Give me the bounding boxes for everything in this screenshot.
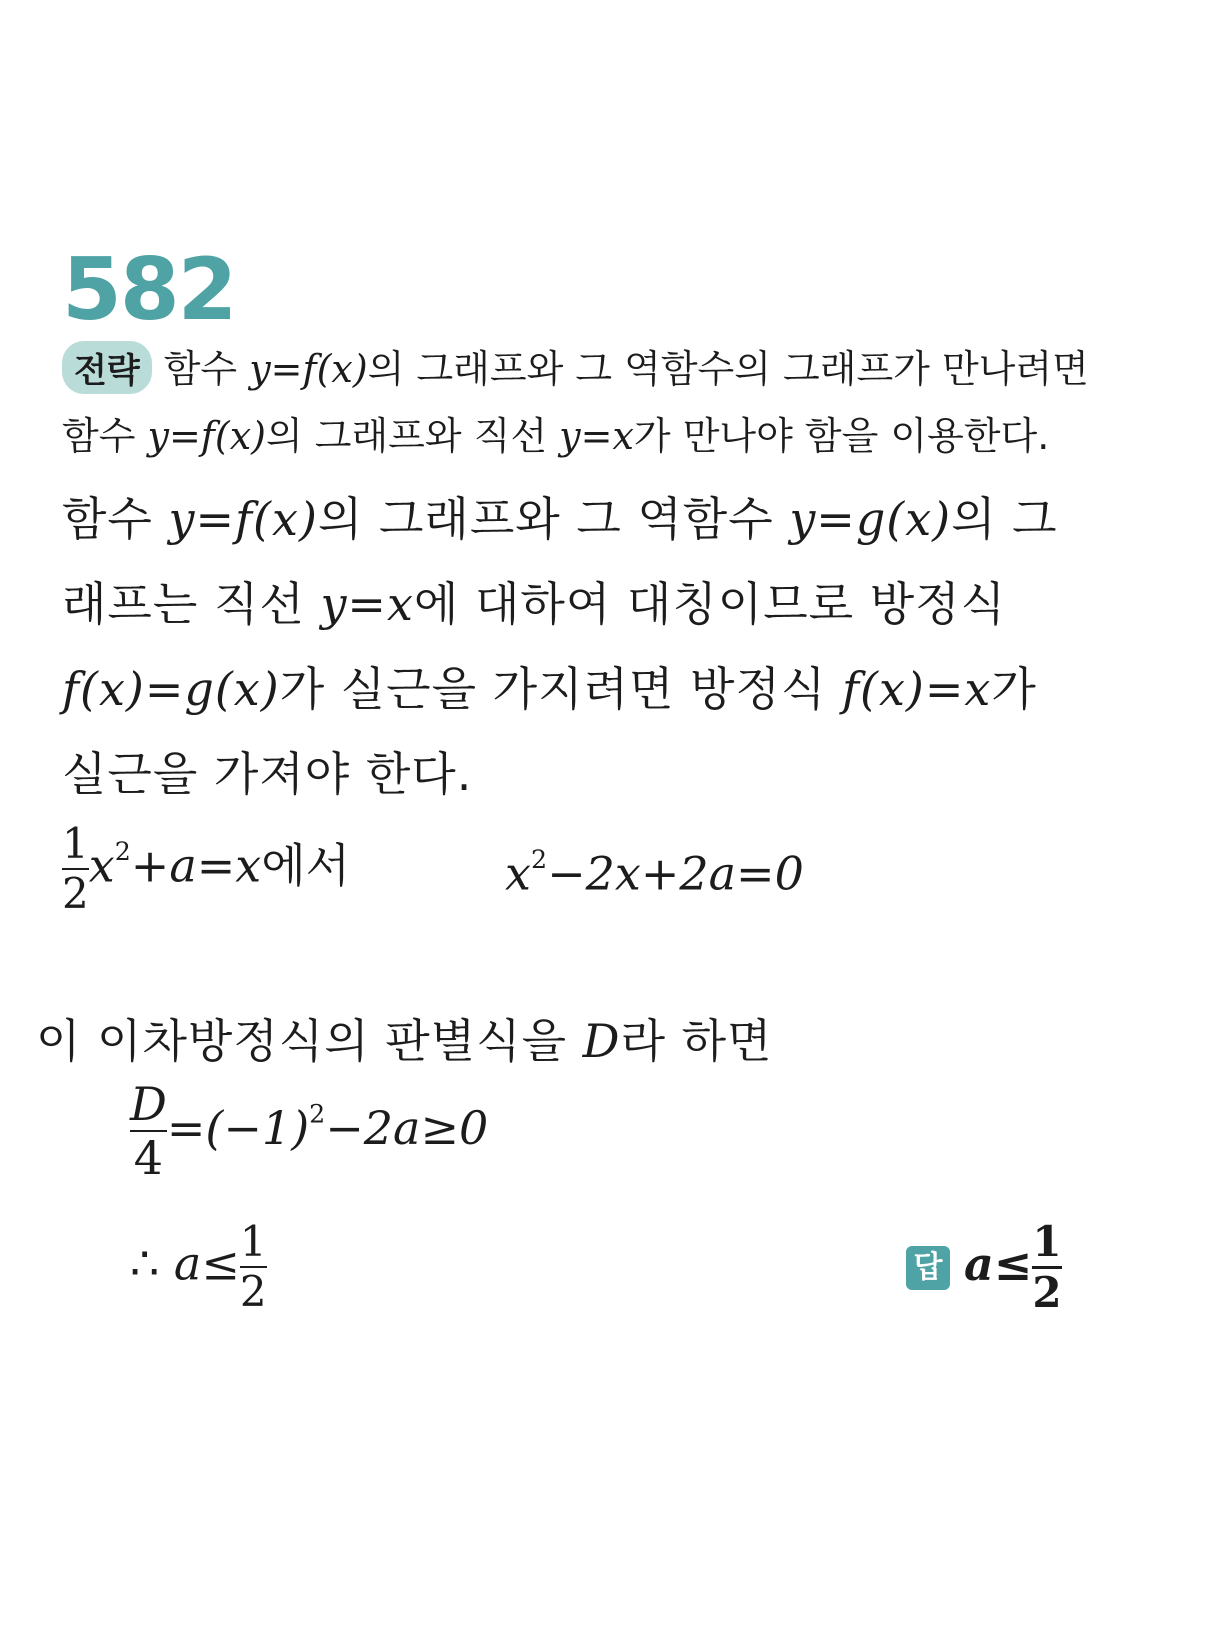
- answer-badge: 답: [906, 1246, 950, 1290]
- solution-equation: f(x)=x: [841, 662, 992, 716]
- equation-result: [505, 845, 804, 901]
- exponent: 2: [309, 1099, 326, 1129]
- fraction-denominator: 4: [133, 1131, 164, 1186]
- solution-text: 에 대하여 대칭이므로 방정식: [413, 577, 1007, 631]
- strategy-text: 가 만나야 함을 이용한다.: [633, 414, 1050, 458]
- equation-variable: x: [505, 846, 531, 901]
- answer: [906, 1217, 1062, 1318]
- solution-text: 라 하면: [620, 1014, 773, 1068]
- strategy-equation: y=f(x): [249, 347, 368, 391]
- strategy-text: 함수: [163, 347, 250, 391]
- equation-part: −2a≥0: [325, 1100, 489, 1155]
- strategy-text: 의 그래프와 그 역함수의 그래프가 만나려면: [367, 347, 1089, 391]
- solution-line-2: [62, 568, 1006, 634]
- strategy-line-2: [62, 405, 1049, 460]
- fraction-one-half: [62, 819, 89, 919]
- equation-part: =(−1): [166, 1100, 310, 1155]
- solution-equation: y=x: [320, 577, 414, 631]
- strategy-text: 의 그래프와 직선: [265, 414, 560, 458]
- solution-text: 함수: [62, 492, 169, 546]
- strategy-equation: y=f(x): [147, 414, 266, 458]
- solution-line-3: [62, 653, 1037, 719]
- problem-number: 582: [62, 240, 236, 340]
- fraction-numerator: 1: [62, 819, 89, 868]
- solution-text: 가: [991, 662, 1037, 716]
- strategy-text: 함수: [62, 414, 148, 458]
- answer-fraction: [1032, 1217, 1062, 1318]
- exponent: 2: [114, 837, 131, 867]
- equation-line: [62, 819, 351, 919]
- equation-suffix: 에서: [261, 838, 351, 893]
- fraction-denominator: 2: [239, 1267, 267, 1317]
- fraction-numerator: D: [130, 1077, 167, 1131]
- solution-line-4: [62, 738, 472, 804]
- fraction-denominator: 2: [62, 869, 89, 919]
- therefore-symbol: ∴: [130, 1236, 160, 1291]
- discriminant-variable: D: [582, 1014, 621, 1068]
- solution-text: 가 실근을 가지려면 방정식: [279, 662, 842, 716]
- therefore-line: [130, 1217, 267, 1317]
- equation-part: −2x+2a=0: [547, 846, 804, 901]
- solution-line-1: [62, 483, 1058, 549]
- strategy-badge: 전략: [62, 341, 152, 394]
- fraction-one-half: [239, 1217, 267, 1317]
- solution-text: 이 이차방정식의 판별식을: [36, 1014, 583, 1068]
- discriminant-text: [36, 1005, 773, 1071]
- strategy-equation: y=x: [559, 414, 634, 458]
- fraction-d-over-4: [130, 1077, 167, 1186]
- solution-equation: y=g(x): [789, 492, 952, 546]
- solution-equation: f(x)=g(x): [62, 662, 280, 716]
- solution-text: 의 그: [951, 492, 1058, 546]
- fraction-numerator: 1: [239, 1217, 267, 1266]
- fraction-denominator: 2: [1032, 1268, 1062, 1318]
- answer-inequality: a≤: [964, 1237, 1033, 1292]
- equation-variable: x: [88, 838, 115, 893]
- strategy-line-1: [62, 338, 1089, 394]
- inequality: a≤: [173, 1236, 240, 1291]
- solution-text: 래프는 직선: [62, 577, 321, 631]
- solution-text: 의 그래프와 그 역함수: [317, 492, 790, 546]
- solution-text: 실근을 가져야 한다.: [62, 747, 473, 801]
- discriminant-equation: [130, 1077, 489, 1186]
- solution-equation: y=f(x): [168, 492, 318, 546]
- fraction-numerator: 1: [1032, 1217, 1062, 1266]
- exponent: 2: [530, 845, 548, 874]
- equation-part: +a=x: [130, 838, 262, 893]
